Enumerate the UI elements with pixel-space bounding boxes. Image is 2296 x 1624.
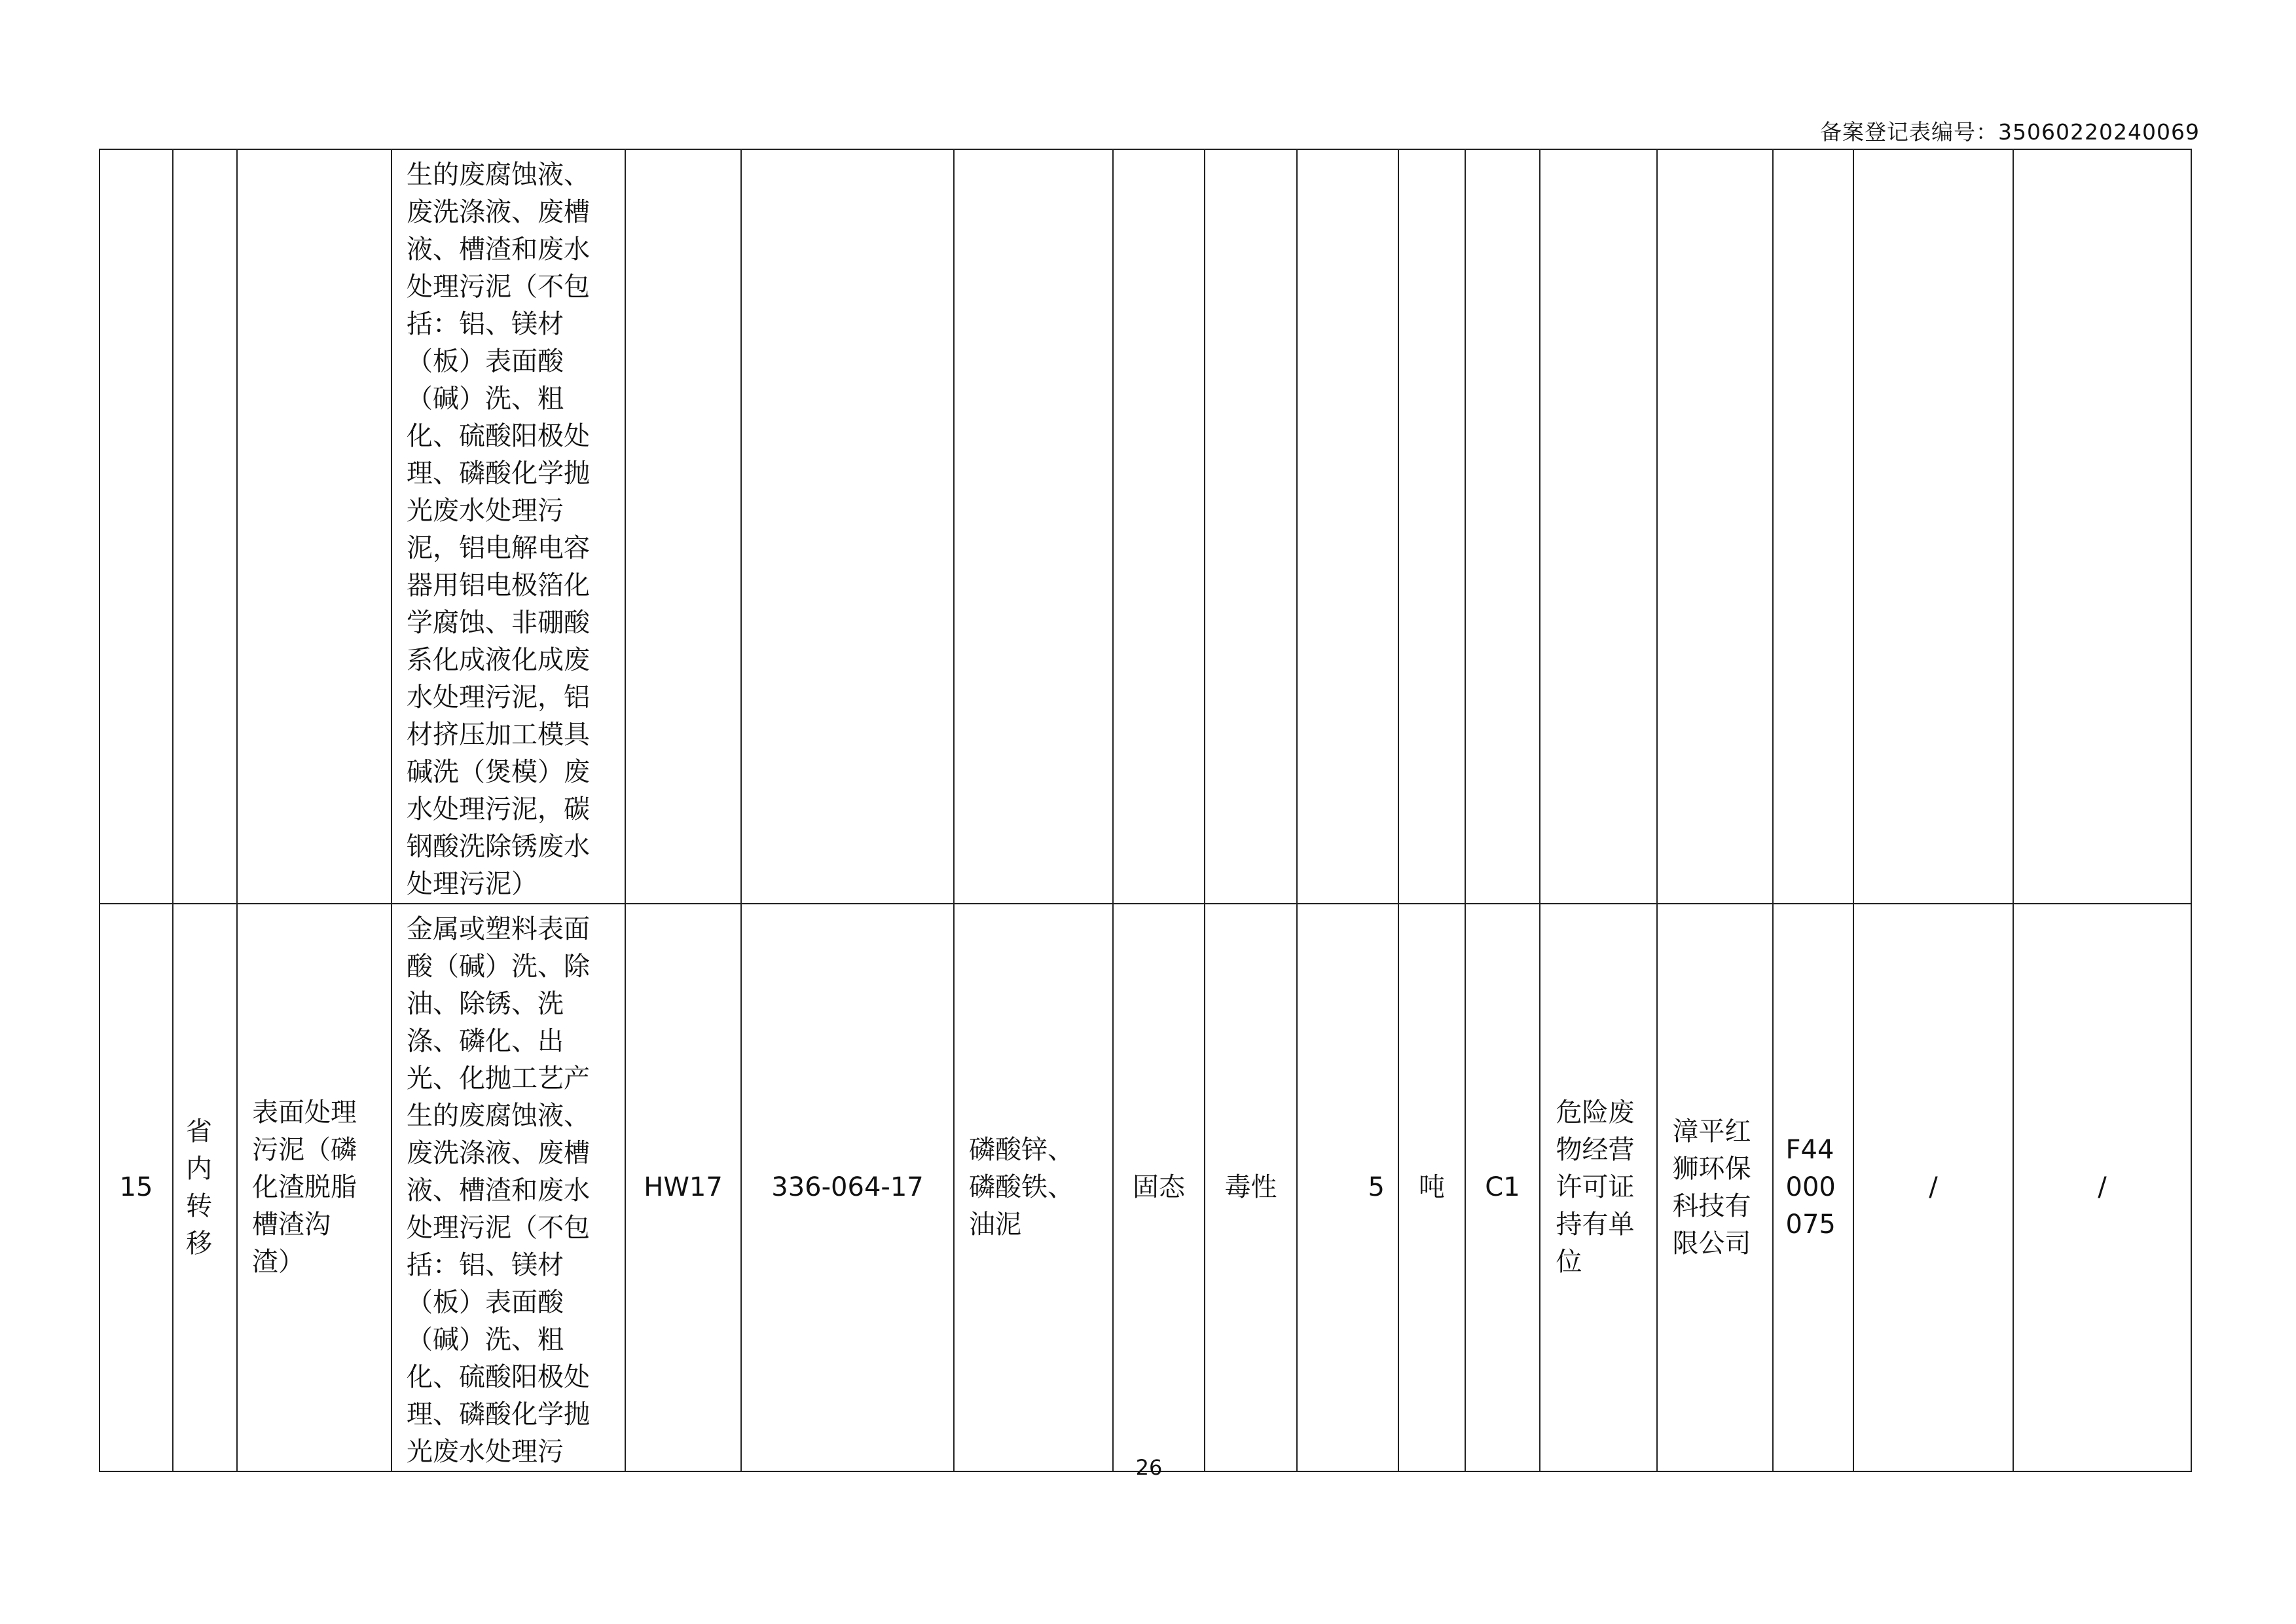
table-row [100,149,2191,904]
mode-cell [1465,149,1540,904]
receiver-name-cell [1657,149,1773,904]
process-text: 金属或塑料表面酸（碱）洗、除油、除锈、洗涤、磷化、出光、化抛工艺产生的废腐蚀液、废洗涤液、废槽液、槽渣和废水处理污泥（不包括：铝、镁材（板）表面酸（碱）洗、粗化、硫酸阳极处理、磷酸化学抛光废水处理污 [407,914,590,1467]
col16-value: / [1929,1172,1938,1202]
unit-cell [1398,149,1465,904]
registration-number: 备案登记表编号：35060220240069 [1820,119,2200,145]
col16-cell [1853,904,2013,1471]
form-cell [1113,149,1205,904]
quantity-value: 5 [1368,1172,1385,1202]
col17-cell [2013,149,2191,904]
mode-value: C1 [1485,1172,1520,1202]
seq-value: 15 [119,1172,153,1202]
unit-value: 吨 [1419,1172,1445,1202]
components-value: 磷酸锌、磷酸铁、油泥 [969,1135,1074,1240]
waste-name-cell [237,149,392,904]
form-value: 固态 [1133,1172,1185,1202]
license-cell [1773,149,1853,904]
unit-cell [1398,904,1465,1471]
hazard-value: 毒性 [1224,1172,1277,1202]
receiver-type-cell [1540,904,1657,1471]
process-cell [392,149,625,904]
waste-name-value: 表面处理污泥（磷化渣脱脂槽渣沟渣） [252,1098,357,1277]
code-value: 336-064-17 [771,1172,924,1202]
seq-cell [100,904,173,1471]
license-value: F44000075 [1785,1135,1836,1240]
process-text: 生的废腐蚀液、废洗涤液、废槽液、槽渣和废水处理污泥（不包括：铝、镁材（板）表面酸（碱）洗、粗化、硫酸阳极处理、磷酸化学抛光废水处理污泥，铝电解电容器用铝电极箔化学腐蚀、非硼酸系化成液化成废水处理污泥，铝材挤压加工模具碱洗（煲模）废水处理污泥，碳钢酸洗除锈废水处理污泥） [407,160,590,899]
receiver-name-value: 漳平红狮环保科技有限公司 [1672,1116,1751,1259]
license-cell [1773,904,1853,1471]
transfer-type-value: 省内转移 [186,1116,212,1259]
receiver-type-cell [1540,149,1657,904]
receiver-name-cell [1657,904,1773,1471]
seq-cell [100,149,173,904]
page-number: 26 [1135,1455,1163,1480]
quantity-cell [1297,904,1398,1471]
hazardous-waste-table [99,149,2192,1472]
col16-cell [1853,149,2013,904]
mode-cell [1465,904,1540,1471]
col17-value: / [2098,1172,2107,1202]
components-cell [954,904,1113,1471]
components-cell [954,149,1113,904]
table-row [100,904,2191,1471]
transfer-type-cell [173,904,237,1471]
waste-name-cell [237,904,392,1471]
col17-cell [2013,904,2191,1471]
quantity-cell [1297,149,1398,904]
hazard-cell [1205,904,1297,1471]
receiver-type-value: 危险废物经营许可证持有单位 [1556,1098,1635,1277]
hazard-cell [1205,149,1297,904]
code-cell [741,149,954,904]
code-cell [741,904,954,1471]
category-value: HW17 [644,1172,723,1202]
process-cell [392,904,625,1471]
category-cell [625,904,741,1471]
transfer-type-cell [173,149,237,904]
category-cell [625,149,741,904]
form-cell [1113,904,1205,1471]
